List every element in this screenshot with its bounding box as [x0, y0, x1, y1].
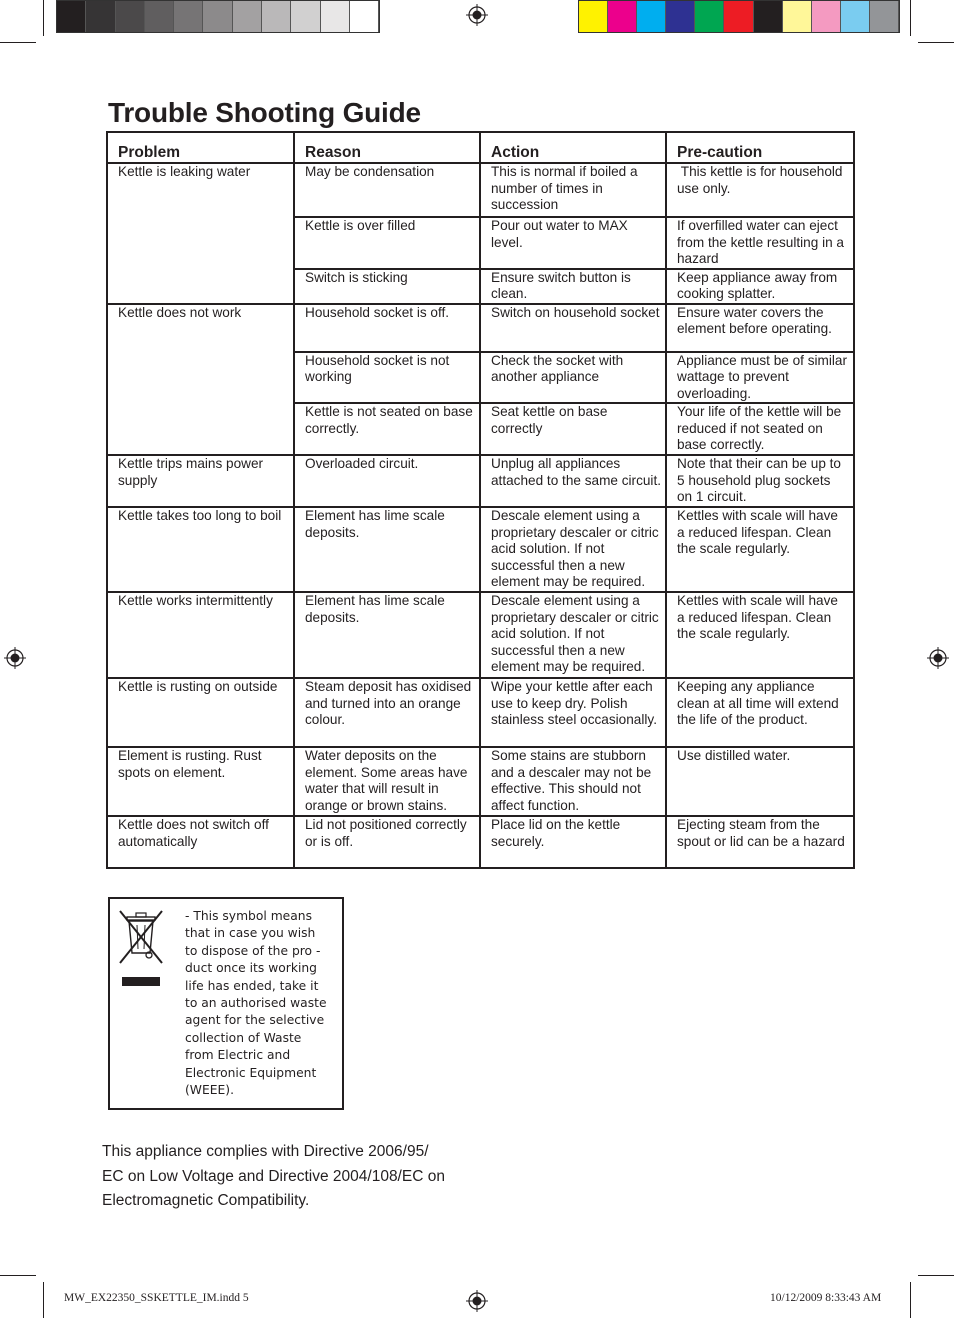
table-header-row [107, 132, 854, 163]
action-cell: Check the socket with another appliance [480, 352, 666, 404]
column-header-problem: Problem [107, 132, 294, 163]
footer-timestamp: 10/12/2009 8:33:43 AM [770, 1292, 882, 1304]
registration-mark-icon [927, 647, 949, 669]
reason-cell: Element has lime scale deposits. [294, 592, 480, 678]
precaution-cell: Use distilled water. [666, 747, 854, 816]
footer-file-name: MW_EX22350_SSKETTLE_IM.indd 5 [64, 1292, 249, 1304]
color-swatch [203, 1, 232, 32]
crop-mark [918, 1275, 954, 1276]
color-swatch [870, 1, 899, 32]
table-row [107, 455, 854, 507]
color-swatch [86, 1, 115, 32]
precaution-cell: Keeping any appliance clean at all time will extend the life of the product. [666, 678, 854, 747]
color-swatch [116, 1, 145, 32]
problem-cell: Element is rusting. Rust spots on element. [107, 747, 294, 816]
precaution-cell: Kettles with scale will have a reduced lifespan. Clean the scale regularly. [666, 592, 854, 678]
precaution-cell: Appliance must be of similar wattage to prevent overloading. [666, 352, 854, 404]
reason-cell: Overloaded circuit. [294, 455, 480, 507]
cmyk-color-bar [578, 0, 900, 33]
action-cell: Descale element using a proprietary descaler or citric acid solution. If not successful then a new element may be required. [480, 507, 666, 592]
problem-cell: Kettle is rusting on outside [107, 678, 294, 747]
table-row [107, 507, 854, 592]
precaution-cell: Kettles with scale will have a reduced lifespan. Clean the scale regularly. [666, 507, 854, 592]
reason-cell: Steam deposit has oxidised and turned into an orange colour. [294, 678, 480, 747]
color-swatch [57, 1, 86, 32]
table-row [107, 163, 854, 217]
color-swatch [812, 1, 841, 32]
color-swatch [291, 1, 320, 32]
action-cell: Descale element using a proprietary descaler or citric acid solution. If not successful then a new element may be required. [480, 592, 666, 678]
reason-cell: Household socket is off. [294, 304, 480, 352]
action-cell: Some stains are stubborn and a descaler may not be effective. This should not affect function. [480, 747, 666, 816]
color-swatch [724, 1, 753, 32]
reason-cell: Lid not positioned correctly or is off. [294, 816, 480, 868]
color-swatch [608, 1, 637, 32]
reason-cell: Kettle is over filled [294, 217, 480, 269]
action-cell: Seat kettle on base correctly [480, 403, 666, 455]
trouble-shooting-table [106, 131, 855, 869]
crop-mark [918, 42, 954, 43]
color-swatch [145, 1, 174, 32]
problem-cell: Kettle takes too long to boil [107, 507, 294, 592]
precaution-cell: This kettle is for household use only. [666, 163, 854, 217]
crop-mark [43, 0, 44, 36]
action-cell: Place lid on the kettle securely. [480, 816, 666, 868]
grayscale-color-bar [56, 0, 380, 33]
table-row [107, 816, 854, 868]
column-header-precaution: Pre-caution [666, 132, 854, 163]
precaution-cell: Your life of the kettle will be reduced if not seated on base correctly. [666, 403, 854, 455]
crop-mark [43, 1282, 44, 1318]
color-swatch [841, 1, 870, 32]
action-cell: Ensure switch button is clean. [480, 269, 666, 304]
color-swatch [754, 1, 783, 32]
color-swatch [637, 1, 666, 32]
table-row [107, 747, 854, 816]
precaution-cell: Note that their can be up to 5 household plug sockets on 1 circuit. [666, 455, 854, 507]
problem-cell: Kettle does not switch off automatically [107, 816, 294, 868]
column-header-reason: Reason [294, 132, 480, 163]
registration-mark-icon [466, 4, 488, 26]
problem-cell: Kettle does not work [107, 304, 294, 456]
action-cell: This is normal if boiled a number of times in succession [480, 163, 666, 217]
reason-cell: Switch is sticking [294, 269, 480, 304]
precaution-cell: Ensure water covers the element before operating. [666, 304, 854, 352]
crop-mark [0, 1275, 36, 1276]
color-swatch [579, 1, 608, 32]
color-swatch [233, 1, 262, 32]
registration-mark-icon [4, 647, 26, 669]
reason-cell: May be condensation [294, 163, 480, 217]
compliance-statement: This appliance complies with Directive 2006/95/ EC on Low Voltage and Directive 2004/108/EC on Electromagnetic Compatibility. [102, 1143, 445, 1209]
action-cell: Switch on household socket [480, 304, 666, 352]
crossed-out-wheelie-bin-icon [116, 909, 166, 989]
precaution-cell: If overfilled water can eject from the kettle resulting in a hazard [666, 217, 854, 269]
precaution-cell: Ejecting steam from the spout or lid can be a hazard [666, 816, 854, 868]
action-cell: Wipe your kettle after each use to keep dry. Polish stainless steel occasionally. [480, 678, 666, 747]
problem-cell: Kettle works intermittently [107, 592, 294, 678]
registration-mark-icon [466, 1290, 488, 1312]
action-cell: Pour out water to MAX level. [480, 217, 666, 269]
reason-cell: Element has lime scale deposits. [294, 507, 480, 592]
table-row [107, 678, 854, 747]
reason-cell: Water deposits on the element. Some areas have water that will result in orange or brown stains. [294, 747, 480, 816]
table-row [107, 304, 854, 352]
crop-mark [0, 42, 36, 43]
reason-cell: Household socket is not working [294, 352, 480, 404]
color-swatch [695, 1, 724, 32]
color-swatch [262, 1, 291, 32]
color-swatch [350, 1, 379, 32]
crop-mark [910, 1282, 911, 1318]
weee-notice-text: - This symbol means that in case you wish to dispose of the pro - duct once its working life has ended, take it to an authorised waste agent for the selective collection of Waste from Electric and Electronic Equipment (WEEE). [185, 909, 327, 1098]
reason-cell: Kettle is not seated on base correctly. [294, 403, 480, 455]
precaution-cell: Keep appliance away from cooking splatter. [666, 269, 854, 304]
color-swatch [174, 1, 203, 32]
column-header-action: Action [480, 132, 666, 163]
weee-notice-box [108, 897, 344, 1110]
problem-cell: Kettle trips mains power supply [107, 455, 294, 507]
table-row [107, 592, 854, 678]
color-swatch [666, 1, 695, 32]
problem-cell: Kettle is leaking water [107, 163, 294, 304]
color-swatch [783, 1, 812, 32]
crop-mark [910, 0, 911, 36]
color-swatch [321, 1, 350, 32]
page-title: Trouble Shooting Guide [108, 97, 421, 128]
action-cell: Unplug all appliances attached to the same circuit. [480, 455, 666, 507]
